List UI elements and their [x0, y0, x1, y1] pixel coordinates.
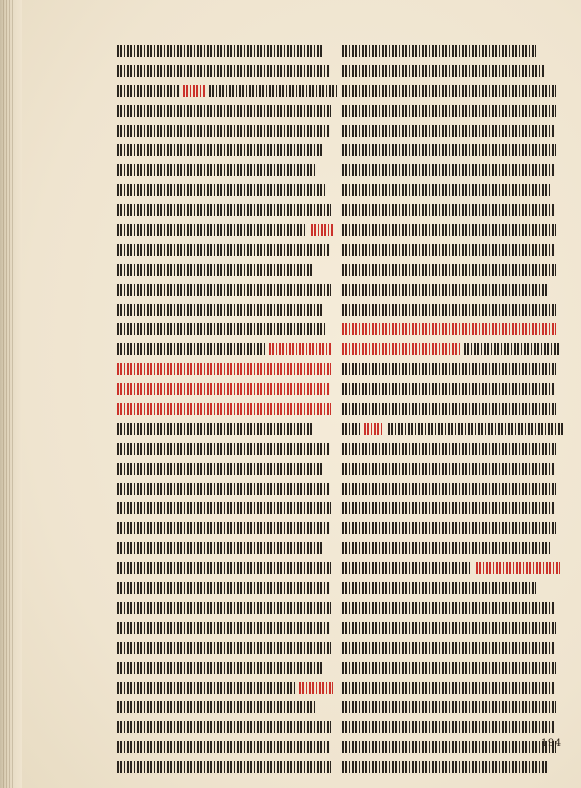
text-line — [117, 141, 337, 160]
text-line — [117, 102, 337, 121]
text-segment — [342, 125, 554, 137]
text-segment — [342, 562, 472, 574]
text-segment — [388, 423, 564, 435]
text-segment — [117, 602, 331, 614]
text-segment — [117, 542, 323, 554]
text-line — [117, 181, 337, 200]
text-line — [117, 599, 337, 618]
text-segment — [464, 343, 560, 355]
text-segment — [342, 602, 554, 614]
text-segment — [342, 642, 554, 654]
text-segment — [117, 463, 323, 475]
text-line — [342, 698, 562, 717]
text-segment — [342, 204, 554, 216]
text-segment — [117, 45, 322, 57]
page-edges — [3, 0, 13, 788]
text-line — [117, 241, 337, 260]
text-segment — [117, 65, 329, 77]
text-line — [117, 400, 337, 419]
text-segment — [342, 682, 554, 694]
text-segment — [342, 721, 554, 733]
text-line — [342, 122, 562, 141]
text-line — [342, 659, 562, 678]
text-segment — [117, 304, 323, 316]
text-segment — [117, 184, 327, 196]
text-line — [117, 161, 337, 180]
text-segment — [342, 542, 552, 554]
text-segment — [342, 403, 556, 415]
rubric-segment — [342, 343, 460, 355]
text-segment — [117, 741, 329, 753]
text-line — [342, 221, 562, 240]
text-line — [117, 738, 337, 757]
text-segment — [117, 224, 307, 236]
text-segment — [117, 701, 315, 713]
text-segment — [342, 622, 556, 634]
text-line — [117, 201, 337, 220]
rubric-segment — [117, 383, 329, 395]
text-line — [342, 261, 562, 280]
text-line — [117, 639, 337, 658]
text-segment — [342, 105, 556, 117]
text-segment — [117, 125, 329, 137]
text-line — [342, 301, 562, 320]
text-line — [117, 42, 337, 61]
text-line — [342, 62, 562, 81]
text-line — [342, 559, 562, 578]
text-line — [342, 460, 562, 479]
text-line — [342, 380, 562, 399]
text-line — [342, 82, 562, 101]
rubric-segment — [269, 343, 331, 355]
text-segment — [342, 662, 556, 674]
text-segment — [117, 105, 331, 117]
rubric-segment — [342, 323, 556, 335]
text-segment — [342, 244, 554, 256]
text-line — [117, 440, 337, 459]
text-line — [117, 718, 337, 737]
text-line — [117, 340, 337, 359]
text-segment — [117, 284, 331, 296]
text-segment — [117, 244, 329, 256]
text-line — [117, 360, 337, 379]
text-segment — [342, 363, 556, 375]
text-segment — [117, 761, 331, 773]
text-segment — [342, 483, 556, 495]
text-line — [342, 201, 562, 220]
text-segment — [342, 761, 548, 773]
text-segment — [342, 502, 554, 514]
text-segment — [342, 582, 536, 594]
text-segment — [117, 662, 323, 674]
text-line — [117, 619, 337, 638]
text-line — [117, 261, 337, 280]
text-line — [117, 380, 337, 399]
text-segment — [117, 204, 331, 216]
text-line — [342, 679, 562, 698]
text-segment — [117, 682, 295, 694]
text-segment — [342, 383, 554, 395]
text-line — [117, 559, 337, 578]
text-segment — [342, 463, 554, 475]
text-line — [342, 181, 562, 200]
text-line — [342, 102, 562, 121]
text-segment — [117, 502, 331, 514]
text-segment — [117, 164, 315, 176]
text-line — [117, 758, 337, 777]
text-segment — [342, 701, 556, 713]
text-line — [342, 539, 562, 558]
text-line — [342, 579, 562, 598]
text-column-right — [342, 42, 562, 710]
text-segment — [342, 65, 544, 77]
text-line — [117, 499, 337, 518]
text-line — [117, 460, 337, 479]
text-line — [117, 679, 337, 698]
rubric-segment — [117, 403, 331, 415]
text-line — [117, 82, 337, 101]
text-segment — [117, 582, 329, 594]
text-line — [342, 420, 562, 439]
text-line — [342, 599, 562, 618]
text-line — [117, 122, 337, 141]
text-line — [342, 738, 562, 757]
text-line — [117, 301, 337, 320]
text-segment — [342, 164, 554, 176]
text-line — [342, 718, 562, 737]
rubric-segment — [364, 423, 384, 435]
text-segment — [209, 85, 337, 97]
text-segment — [342, 45, 536, 57]
rubric-segment — [299, 682, 333, 694]
rubric-segment — [311, 224, 333, 236]
page-number: 194 — [541, 738, 562, 749]
rubric-segment — [117, 363, 331, 375]
text-segment — [117, 443, 329, 455]
text-segment — [342, 304, 556, 316]
text-line — [117, 519, 337, 538]
text-segment — [117, 562, 331, 574]
text-line — [342, 340, 562, 359]
text-line — [342, 758, 562, 777]
text-line — [117, 281, 337, 300]
text-line — [342, 519, 562, 538]
text-segment — [117, 642, 331, 654]
text-segment — [117, 483, 329, 495]
text-column-left — [117, 42, 337, 710]
text-segment — [117, 264, 313, 276]
text-line — [117, 420, 337, 439]
text-line — [117, 320, 337, 339]
text-segment — [342, 264, 556, 276]
text-segment — [342, 85, 556, 97]
text-line — [117, 480, 337, 499]
rubric-segment — [476, 562, 560, 574]
text-line — [342, 639, 562, 658]
text-segment — [342, 522, 556, 534]
text-segment — [117, 423, 313, 435]
text-line — [117, 539, 337, 558]
text-segment — [117, 323, 327, 335]
text-segment — [342, 423, 360, 435]
text-segment — [117, 85, 179, 97]
text-line — [342, 400, 562, 419]
text-line — [342, 440, 562, 459]
text-line — [342, 161, 562, 180]
text-line — [342, 320, 562, 339]
text-line — [342, 360, 562, 379]
text-line — [342, 499, 562, 518]
text-line — [342, 42, 562, 61]
book-gutter — [0, 0, 22, 788]
text-line — [342, 281, 562, 300]
text-segment — [117, 343, 265, 355]
rubric-segment — [183, 85, 205, 97]
text-line — [117, 698, 337, 717]
text-segment — [117, 522, 329, 534]
text-line — [342, 141, 562, 160]
text-segment — [342, 224, 556, 236]
text-segment — [342, 443, 556, 455]
text-line — [117, 659, 337, 678]
text-line — [117, 62, 337, 81]
text-line — [117, 579, 337, 598]
text-line — [342, 241, 562, 260]
manuscript-page — [22, 0, 581, 788]
text-segment — [342, 741, 556, 753]
text-line — [342, 480, 562, 499]
text-segment — [117, 721, 331, 733]
text-segment — [342, 184, 550, 196]
text-line — [117, 221, 337, 240]
text-segment — [342, 144, 556, 156]
text-segment — [342, 284, 548, 296]
text-segment — [117, 622, 329, 634]
text-segment — [117, 144, 323, 156]
text-line — [342, 619, 562, 638]
